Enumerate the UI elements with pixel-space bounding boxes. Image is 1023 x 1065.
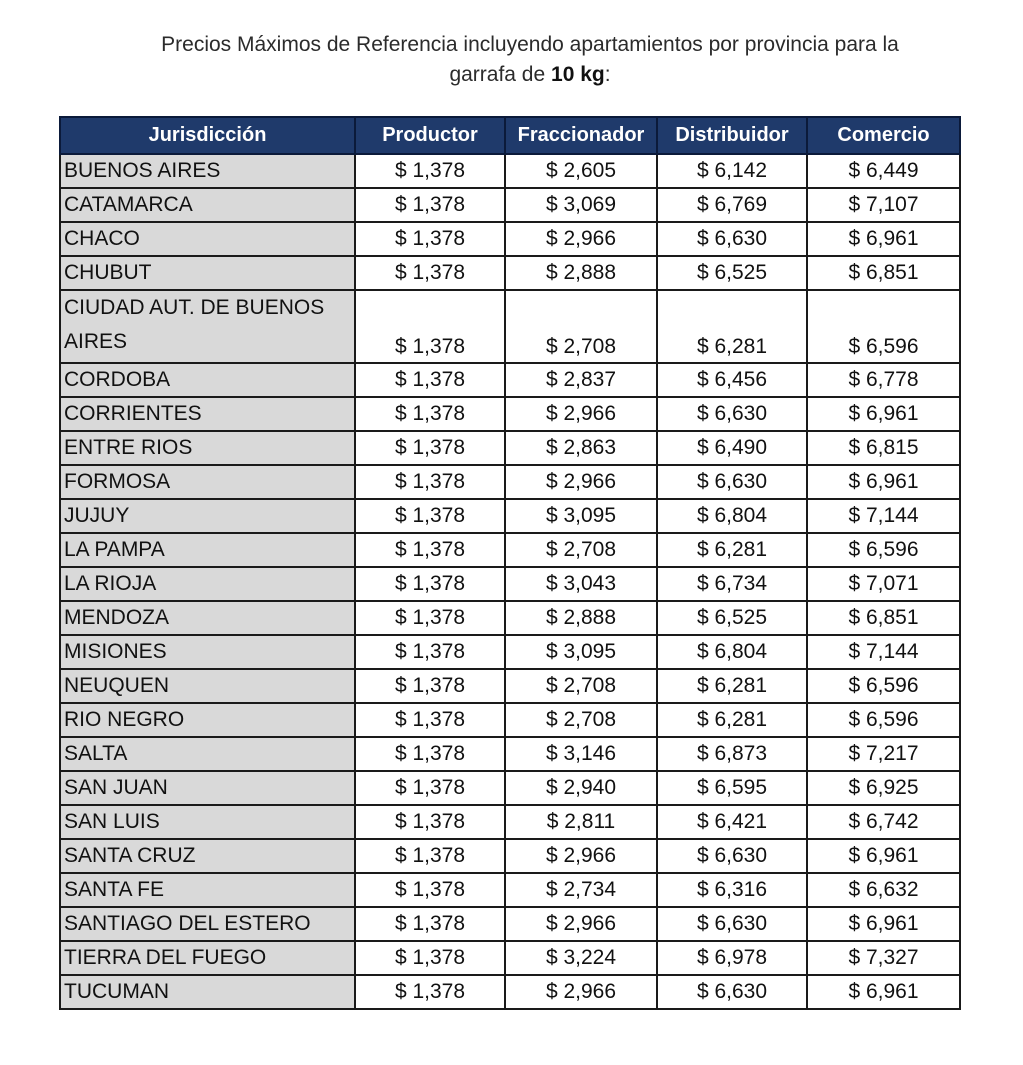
table-row	[60, 256, 960, 290]
cell-comercio: $ 7,144	[807, 635, 960, 669]
table-row	[60, 499, 960, 533]
cell-fraccionador: $ 3,043	[505, 567, 657, 601]
cell-fraccionador: $ 2,888	[505, 601, 657, 635]
cell-productor: $ 1,378	[355, 431, 505, 465]
cell-fraccionador: $ 2,811	[505, 805, 657, 839]
table-row	[60, 907, 960, 941]
cell-jurisdiccion: SAN LUIS	[60, 805, 355, 839]
table-row	[60, 431, 960, 465]
cell-fraccionador: $ 2,966	[505, 975, 657, 1009]
table-row	[60, 805, 960, 839]
cell-productor: $ 1,378	[355, 601, 505, 635]
cell-comercio: $ 6,961	[807, 465, 960, 499]
cell-jurisdiccion: SANTA CRUZ	[60, 839, 355, 873]
cell-comercio: $ 7,144	[807, 499, 960, 533]
cell-comercio: $ 7,071	[807, 567, 960, 601]
cell-jurisdiccion: JUJUY	[60, 499, 355, 533]
page-title	[60, 30, 1000, 90]
title-weight: 10 kg	[551, 63, 605, 86]
cell-fraccionador: $ 2,966	[505, 839, 657, 873]
cell-distribuidor: $ 6,630	[657, 907, 807, 941]
cell-distribuidor: $ 6,525	[657, 601, 807, 635]
cell-fraccionador: $ 2,837	[505, 363, 657, 397]
cell-productor: $ 1,378	[355, 839, 505, 873]
cell-comercio: $ 6,961	[807, 839, 960, 873]
cell-fraccionador: $ 2,708	[505, 290, 657, 363]
table-row	[60, 465, 960, 499]
header-distribuidor: Distribuidor	[657, 117, 807, 154]
cell-jurisdiccion: SANTIAGO DEL ESTERO	[60, 907, 355, 941]
cell-productor: $ 1,378	[355, 635, 505, 669]
cell-fraccionador: $ 2,734	[505, 873, 657, 907]
cell-productor: $ 1,378	[355, 873, 505, 907]
cell-distribuidor: $ 6,490	[657, 431, 807, 465]
cell-productor: $ 1,378	[355, 567, 505, 601]
cell-productor: $ 1,378	[355, 533, 505, 567]
cell-comercio: $ 6,961	[807, 975, 960, 1009]
table-row	[60, 839, 960, 873]
cell-distribuidor: $ 6,630	[657, 975, 807, 1009]
cell-comercio: $ 6,596	[807, 669, 960, 703]
cell-comercio: $ 6,961	[807, 907, 960, 941]
cell-comercio: $ 7,327	[807, 941, 960, 975]
cell-comercio: $ 6,961	[807, 397, 960, 431]
cell-jurisdiccion: RIO NEGRO	[60, 703, 355, 737]
cell-fraccionador: $ 2,966	[505, 397, 657, 431]
cell-fraccionador: $ 3,146	[505, 737, 657, 771]
cell-fraccionador: $ 3,224	[505, 941, 657, 975]
cell-distribuidor: $ 6,630	[657, 397, 807, 431]
cell-productor: $ 1,378	[355, 737, 505, 771]
table-row	[60, 669, 960, 703]
cell-distribuidor: $ 6,281	[657, 290, 807, 363]
cell-distribuidor: $ 6,281	[657, 533, 807, 567]
cell-jurisdiccion: CHUBUT	[60, 256, 355, 290]
cell-jurisdiccion: NEUQUEN	[60, 669, 355, 703]
table-row	[60, 703, 960, 737]
table-row	[60, 363, 960, 397]
cell-distribuidor: $ 6,142	[657, 154, 807, 188]
cell-distribuidor: $ 6,804	[657, 499, 807, 533]
table-row	[60, 975, 960, 1009]
cell-jurisdiccion: SAN JUAN	[60, 771, 355, 805]
header-fraccionador: Fraccionador	[505, 117, 657, 154]
table-row	[60, 397, 960, 431]
cell-distribuidor: $ 6,421	[657, 805, 807, 839]
cell-productor: $ 1,378	[355, 499, 505, 533]
cell-comercio: $ 7,107	[807, 188, 960, 222]
cell-jurisdiccion: TUCUMAN	[60, 975, 355, 1009]
title-line-2-prefix: garrafa de	[449, 63, 552, 86]
table-row	[60, 222, 960, 256]
cell-jurisdiccion: SALTA	[60, 737, 355, 771]
header-comercio: Comercio	[807, 117, 960, 154]
cell-productor: $ 1,378	[355, 465, 505, 499]
cell-fraccionador: $ 2,708	[505, 669, 657, 703]
cell-distribuidor: $ 6,978	[657, 941, 807, 975]
table-row	[60, 771, 960, 805]
cell-comercio: $ 6,596	[807, 290, 960, 363]
cell-jurisdiccion: SANTA FE	[60, 873, 355, 907]
cell-fraccionador: $ 2,966	[505, 222, 657, 256]
table-row	[60, 154, 960, 188]
cell-distribuidor: $ 6,281	[657, 669, 807, 703]
table-row	[60, 567, 960, 601]
cell-jurisdiccion: ENTRE RIOS	[60, 431, 355, 465]
table-row	[60, 737, 960, 771]
cell-distribuidor: $ 6,316	[657, 873, 807, 907]
cell-distribuidor: $ 6,525	[657, 256, 807, 290]
cell-comercio: $ 6,925	[807, 771, 960, 805]
cell-jurisdiccion: CORDOBA	[60, 363, 355, 397]
cell-comercio: $ 6,596	[807, 703, 960, 737]
cell-productor: $ 1,378	[355, 669, 505, 703]
cell-fraccionador: $ 3,095	[505, 499, 657, 533]
cell-productor: $ 1,378	[355, 941, 505, 975]
cell-comercio: $ 6,632	[807, 873, 960, 907]
cell-comercio: $ 6,815	[807, 431, 960, 465]
cell-fraccionador: $ 2,605	[505, 154, 657, 188]
cell-comercio: $ 6,961	[807, 222, 960, 256]
price-table	[59, 116, 961, 1010]
cell-comercio: $ 6,851	[807, 601, 960, 635]
cell-jurisdiccion: CORRIENTES	[60, 397, 355, 431]
cell-productor: $ 1,378	[355, 907, 505, 941]
cell-distribuidor: $ 6,769	[657, 188, 807, 222]
table-row	[60, 873, 960, 907]
table-row	[60, 941, 960, 975]
cell-jurisdiccion: CIUDAD AUT. DE BUENOS AIRES	[60, 290, 355, 363]
cell-distribuidor: $ 6,630	[657, 465, 807, 499]
header-productor: Productor	[355, 117, 505, 154]
cell-comercio: $ 6,851	[807, 256, 960, 290]
table-header-row	[60, 117, 960, 154]
cell-productor: $ 1,378	[355, 154, 505, 188]
cell-comercio: $ 6,778	[807, 363, 960, 397]
title-line-2-suffix: :	[604, 63, 611, 86]
cell-productor: $ 1,378	[355, 290, 505, 363]
cell-jurisdiccion: CATAMARCA	[60, 188, 355, 222]
cell-fraccionador: $ 2,888	[505, 256, 657, 290]
cell-fraccionador: $ 2,966	[505, 907, 657, 941]
cell-comercio: $ 6,449	[807, 154, 960, 188]
cell-jurisdiccion: BUENOS AIRES	[60, 154, 355, 188]
cell-jurisdiccion: MENDOZA	[60, 601, 355, 635]
cell-productor: $ 1,378	[355, 771, 505, 805]
cell-productor: $ 1,378	[355, 975, 505, 1009]
table-row	[60, 601, 960, 635]
cell-productor: $ 1,378	[355, 805, 505, 839]
cell-comercio: $ 7,217	[807, 737, 960, 771]
title-line-1: Precios Máximos de Referencia incluyendo apartamientos por provincia para la	[161, 33, 899, 56]
cell-distribuidor: $ 6,281	[657, 703, 807, 737]
cell-distribuidor: $ 6,873	[657, 737, 807, 771]
cell-jurisdiccion: FORMOSA	[60, 465, 355, 499]
header-jurisdiccion: Jurisdicción	[60, 117, 355, 154]
cell-jurisdiccion: LA RIOJA	[60, 567, 355, 601]
cell-distribuidor: $ 6,456	[657, 363, 807, 397]
cell-distribuidor: $ 6,630	[657, 839, 807, 873]
cell-productor: $ 1,378	[355, 256, 505, 290]
table-row	[60, 290, 960, 363]
cell-jurisdiccion: MISIONES	[60, 635, 355, 669]
cell-productor: $ 1,378	[355, 188, 505, 222]
cell-productor: $ 1,378	[355, 397, 505, 431]
cell-comercio: $ 6,596	[807, 533, 960, 567]
cell-jurisdiccion: LA PAMPA	[60, 533, 355, 567]
title-line-2	[60, 60, 1000, 90]
table-row	[60, 533, 960, 567]
table-row	[60, 635, 960, 669]
cell-productor: $ 1,378	[355, 222, 505, 256]
cell-fraccionador: $ 2,966	[505, 465, 657, 499]
cell-fraccionador: $ 2,708	[505, 533, 657, 567]
cell-comercio: $ 6,742	[807, 805, 960, 839]
cell-productor: $ 1,378	[355, 363, 505, 397]
cell-distribuidor: $ 6,804	[657, 635, 807, 669]
cell-jurisdiccion: CHACO	[60, 222, 355, 256]
cell-fraccionador: $ 2,863	[505, 431, 657, 465]
cell-fraccionador: $ 2,708	[505, 703, 657, 737]
cell-distribuidor: $ 6,630	[657, 222, 807, 256]
cell-productor: $ 1,378	[355, 703, 505, 737]
cell-fraccionador: $ 2,940	[505, 771, 657, 805]
table-row	[60, 188, 960, 222]
cell-distribuidor: $ 6,734	[657, 567, 807, 601]
cell-jurisdiccion: TIERRA DEL FUEGO	[60, 941, 355, 975]
cell-distribuidor: $ 6,595	[657, 771, 807, 805]
cell-fraccionador: $ 3,095	[505, 635, 657, 669]
cell-fraccionador: $ 3,069	[505, 188, 657, 222]
